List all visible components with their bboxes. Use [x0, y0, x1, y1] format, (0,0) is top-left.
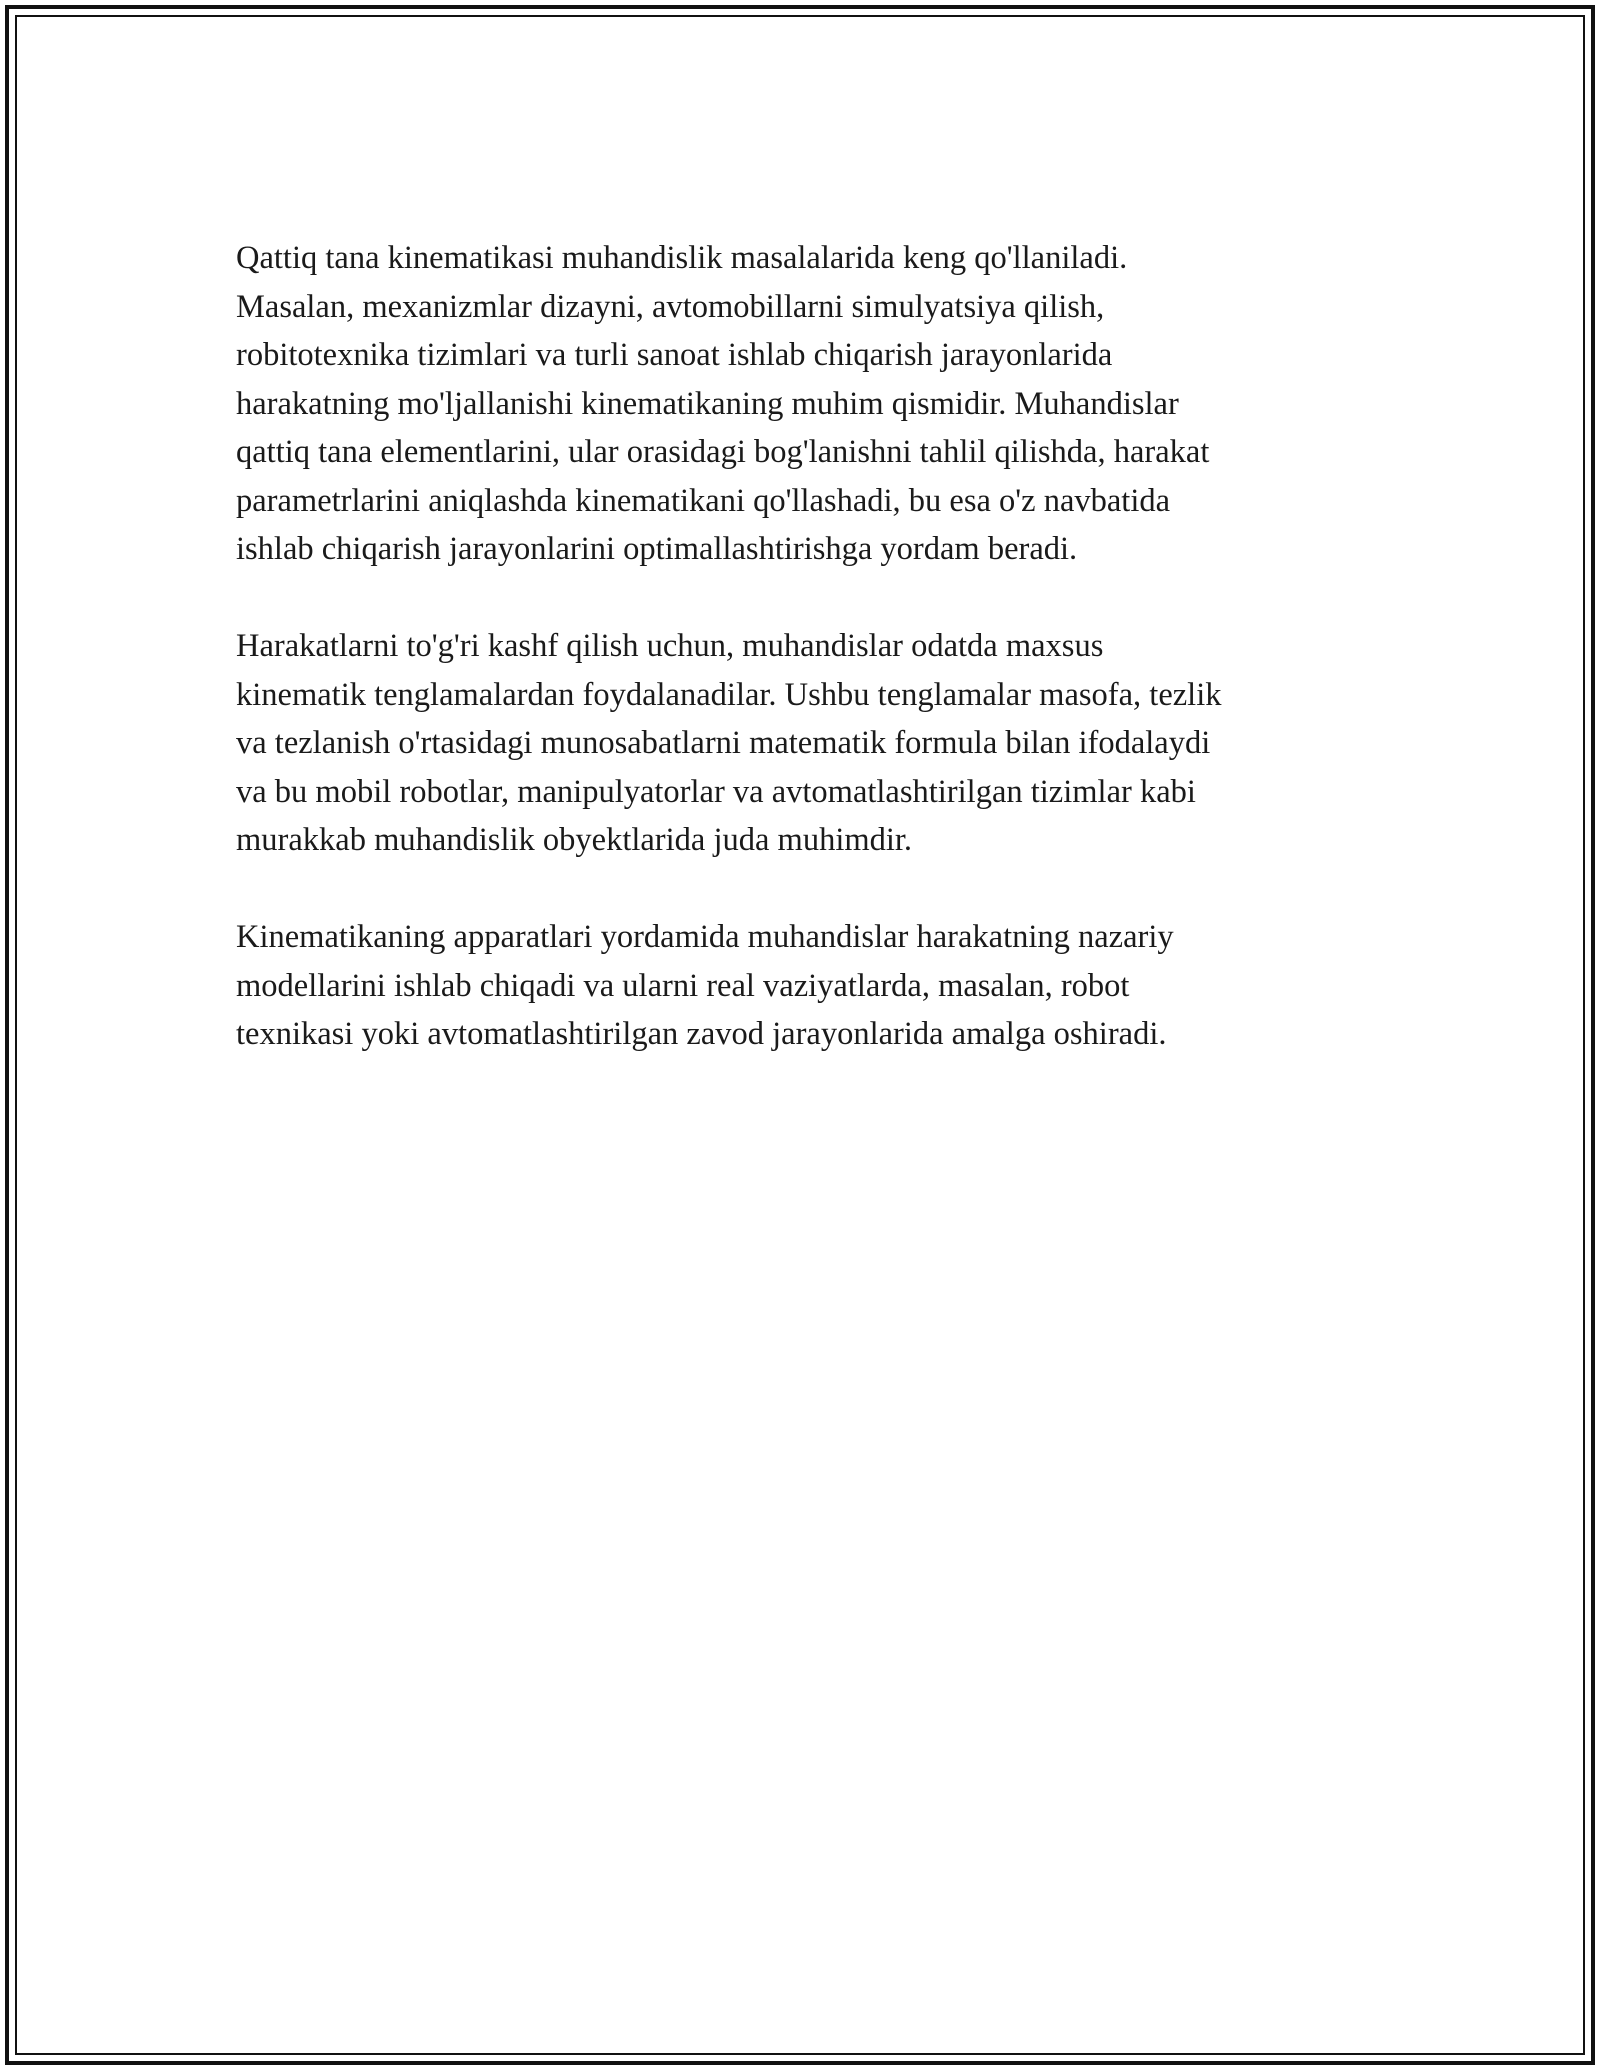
text-line: modellarini ishlab chiqadi va ularni real vaziyatlarda, masalan, robot [236, 967, 1130, 1004]
text-line: Qattiq tana kinematikasi muhandislik masalalarida keng qo'llaniladi. [236, 240, 1128, 276]
text-line: murakkab muhandislik obyektlarida juda muhimdir. [236, 822, 913, 858]
text-line: va bu mobil robotlar, manipulyatorlar va avtomatlashtirilgan tizimlar kabi [236, 773, 1196, 810]
text-line: va tezlanish o'rtasidagi munosabatlarni matematik formula bilan ifodalaydi [236, 725, 1211, 761]
paragraph-3 [236, 913, 1366, 1059]
text-line: parametrlarini aniqlashda kinematikani qo'llashadi, bu esa o'z navbatida [236, 482, 1171, 519]
text-line: Harakatlarni to'g'ri kashf qilish uchun, muhandislar odatda maxsus [236, 628, 1104, 664]
text-line: harakatning mo'ljallanishi kinematikaning muhim qismidir. Muhandislar [236, 385, 1179, 422]
text-line: Kinematikaning apparatlari yordamida muhandislar harakatning nazariy [236, 919, 1174, 955]
text-line: Masalan, mexanizmlar dizayni, avtomobillarni simulyatsiya qilish, [236, 288, 1105, 325]
text-line: ishlab chiqarish jarayonlarini optimallashtirishga yordam beradi. [236, 531, 1078, 567]
text-line: qattiq tana elementlarini, ular orasidagi bog'lanishni tahlil qilishda, harakat [236, 434, 1210, 470]
document-body [236, 234, 1366, 1107]
paragraph-1 [236, 234, 1366, 574]
text-line: kinematik tenglamalardan foydalanadilar. Ushbu tenglamalar masofa, tezlik [236, 676, 1222, 713]
text-line: texnikasi yoki avtomatlashtirilgan zavod jarayonlarida amalga oshiradi. [236, 1016, 1167, 1052]
text-line: robitotexnika tizimlari va turli sanoat ishlab chiqarish jarayonlarida [236, 337, 1113, 373]
paragraph-2 [236, 622, 1366, 865]
